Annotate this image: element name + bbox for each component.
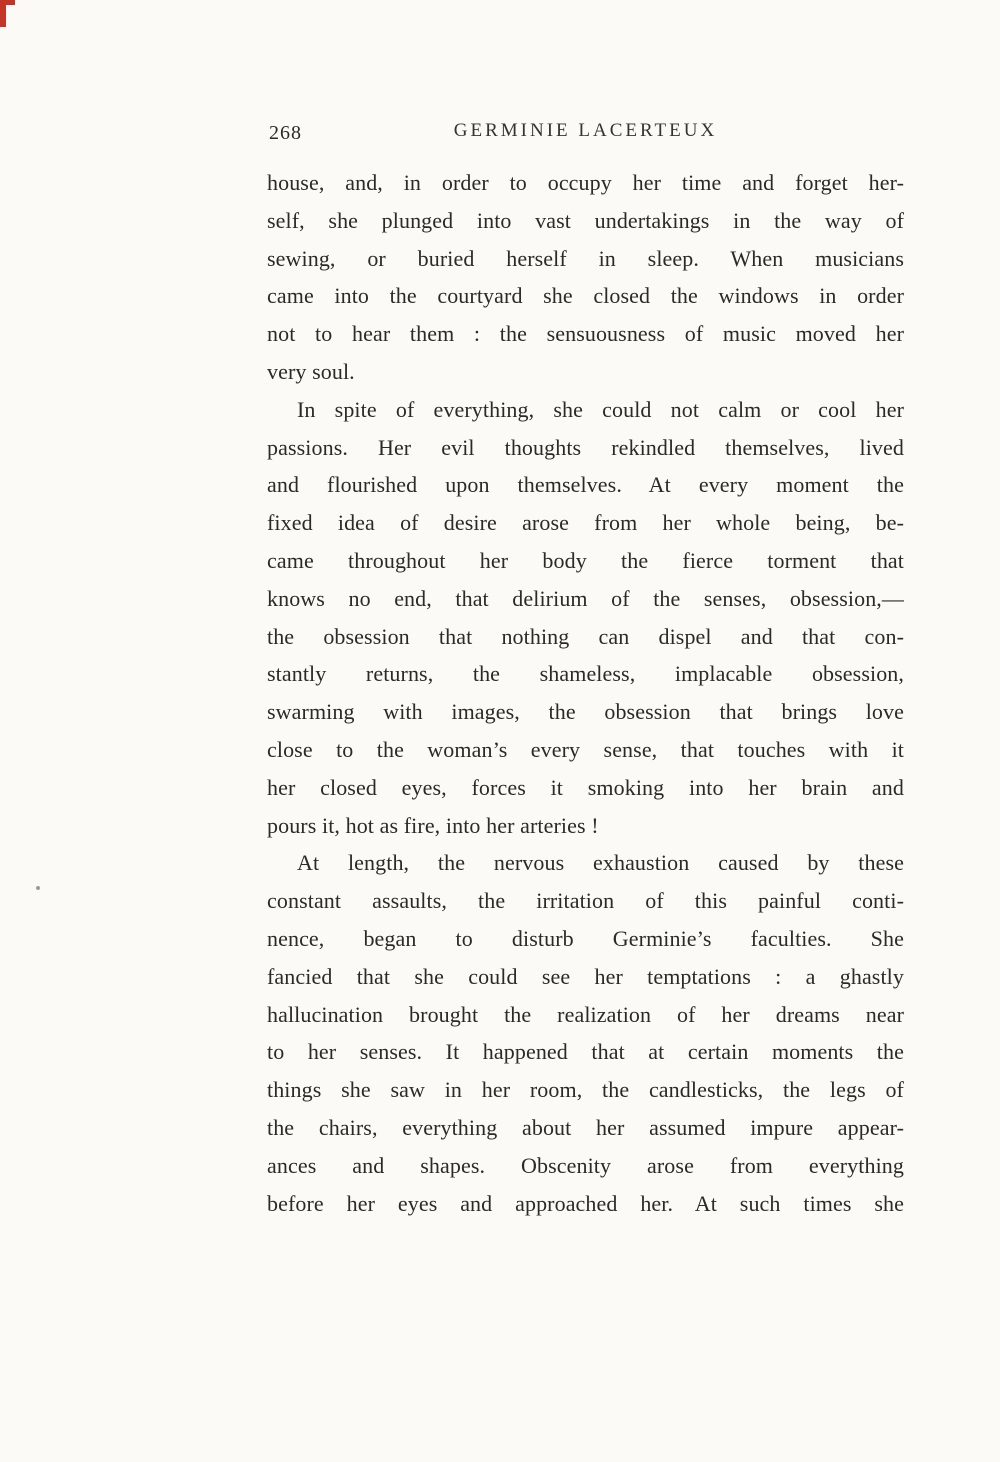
text-line: to her senses. It happened that at certain moments the — [267, 1039, 904, 1065]
text-line: stantly returns, the shameless, implacable obsession, — [267, 661, 904, 687]
stray-ink-dot — [36, 886, 40, 890]
red-corner-mark — [0, 0, 15, 5]
text-line: constant assaults, the irritation of this painful conti- — [267, 888, 904, 914]
text-line: the chairs, everything about her assumed impure appear- — [267, 1114, 904, 1140]
text-line: her closed eyes, forces it smoking into her brain and — [267, 774, 904, 800]
text-line: ances and shapes. Obscenity arose from everything — [267, 1152, 904, 1178]
text-line: the obsession that nothing can dispel and that con- — [267, 623, 904, 649]
text-line: hallucination brought the realization of her dreams near — [267, 1001, 904, 1027]
text-line: fancied that she could see her temptations : a ghastly — [267, 963, 904, 989]
running-head — [267, 120, 904, 150]
text-line: self, she plunged into vast undertakings in the way of — [267, 207, 904, 233]
text-line: pours it, hot as fire, into her arteries ! — [267, 812, 599, 838]
text-line: before her eyes and approached her. At such times she — [267, 1190, 904, 1216]
text-line: things she saw in her room, the candlesticks, the legs of — [267, 1077, 904, 1103]
text-line: swarming with images, the obsession that brings love — [267, 699, 904, 725]
text-line: not to hear them : the sensuousness of music moved her — [267, 321, 904, 347]
text-line: close to the woman’s every sense, that touches with it — [267, 736, 904, 762]
text-line: passions. Her evil thoughts rekindled themselves, lived — [267, 434, 904, 460]
text-line: came into the courtyard she closed the windows in order — [267, 283, 904, 309]
text-block — [267, 120, 904, 1222]
text-line: fixed idea of desire arose from her whole being, be- — [267, 510, 904, 536]
text-line: house, and, in order to occupy her time and forget her- — [267, 170, 904, 195]
text-line: very soul. — [267, 358, 355, 384]
text-line: At length, the nervous exhaustion caused by these — [297, 850, 904, 876]
paragraph — [267, 844, 904, 1222]
text-line: came throughout her body the fierce torment that — [267, 547, 904, 573]
page-body — [267, 164, 904, 1222]
text-line: and flourished upon themselves. At every moment the — [267, 472, 904, 498]
text-line: nence, began to disturb Germinie’s faculties. She — [267, 925, 904, 951]
paragraph — [267, 391, 904, 845]
paragraph — [267, 164, 904, 391]
text-line: sewing, or buried herself in sleep. When musicians — [267, 245, 904, 271]
running-title: GERMINIE LACERTEUX — [453, 120, 718, 141]
text-line: In spite of everything, she could not calm or cool her — [297, 396, 904, 422]
page-number: 268 — [269, 122, 302, 144]
text-line: knows no end, that delirium of the senses, obsession,— — [267, 585, 904, 611]
